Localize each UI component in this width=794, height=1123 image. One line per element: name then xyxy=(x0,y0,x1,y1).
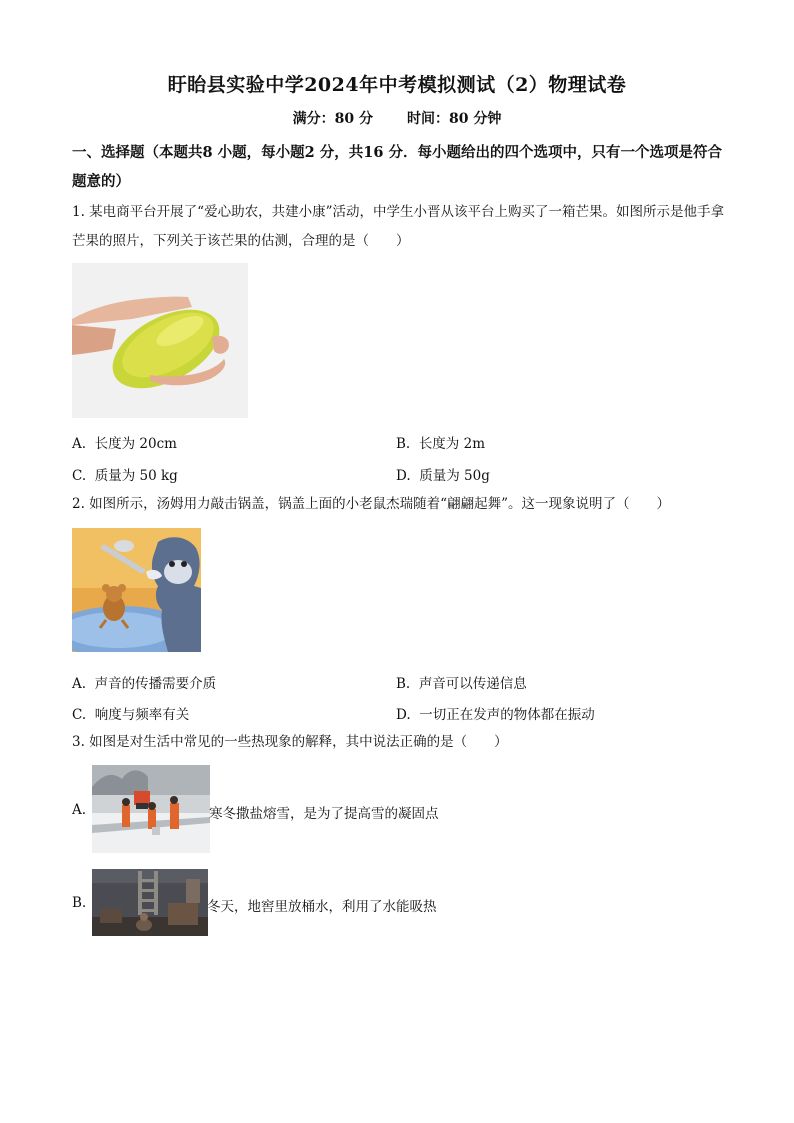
option-letter: A. xyxy=(72,436,87,452)
option-letter: C. xyxy=(72,468,87,484)
exam-time: 时间：80 分钟 xyxy=(407,111,502,127)
tom-and-jerry-image xyxy=(72,528,201,652)
q3-option-a-text: 寒冬撒盐熔雪，是为了提高雪的凝固点 xyxy=(209,806,439,822)
option-letter: D. xyxy=(396,468,411,484)
salt-on-snow-image xyxy=(92,765,210,853)
cellar-water-bucket-image xyxy=(92,869,208,936)
option-letter: D. xyxy=(396,707,411,723)
option-letter: B. xyxy=(396,436,411,452)
option-text: 质量为 50g xyxy=(419,468,490,484)
q3-option-a-letter: A. xyxy=(72,802,87,818)
full-score: 满分：80 分 xyxy=(292,111,373,127)
page-title: 盱眙县实验中学2024年中考模拟测试（2）物理试卷 xyxy=(167,74,627,96)
option-text: 声音可以传递信息 xyxy=(418,676,527,692)
q1-option-d xyxy=(396,464,490,484)
exam-meta xyxy=(0,108,794,128)
option-letter: A. xyxy=(72,676,87,692)
section-heading: 一、选择题（本题共8 小题，每小题2 分，共16 分．每小题给出的四个选项中，只有一个选项是符合题意的） xyxy=(72,144,722,190)
q2-option-d xyxy=(396,703,595,723)
q1-option-c xyxy=(72,464,178,484)
q2-option-a xyxy=(72,672,216,692)
q2-option-c xyxy=(72,703,189,723)
mango-in-hand-image xyxy=(72,263,248,418)
question-2-text: 2. 如图所示，汤姆用力敲击锅盖，锅盖上面的小老鼠杰瑞随着“翩翩起舞”。这一现象说明了（ ） xyxy=(72,496,670,512)
option-text: 声音的传播需要介质 xyxy=(94,676,217,692)
option-letter: C. xyxy=(72,707,87,723)
option-text: 一切正在发声的物体都在振动 xyxy=(419,707,595,723)
question-1-text: 1. 某电商平台开展了“爱心助农，共建小康”活动，中学生小晋从该平台上购买了一箱芒果。如图所示是他手拿芒果的照片，下列关于该芒果的估测，合理的是（ ） xyxy=(72,204,724,249)
question-3-text: 3. 如图是对生活中常见的一些热现象的解释，其中说法正确的是（ ） xyxy=(72,734,508,750)
option-text: 长度为 2m xyxy=(418,436,485,452)
option-letter: B. xyxy=(396,676,411,692)
q1-option-b xyxy=(396,432,485,452)
option-text: 质量为 50 kg xyxy=(94,468,178,484)
q2-option-b xyxy=(396,672,527,692)
q3-option-b-text: 冬天，地窖里放桶水，利用了水能吸热 xyxy=(207,899,437,915)
q1-option-a xyxy=(72,432,177,452)
option-text: 响度与频率有关 xyxy=(94,707,190,723)
option-text: 长度为 20cm xyxy=(94,436,177,452)
q3-option-b-letter: B. xyxy=(72,895,87,911)
